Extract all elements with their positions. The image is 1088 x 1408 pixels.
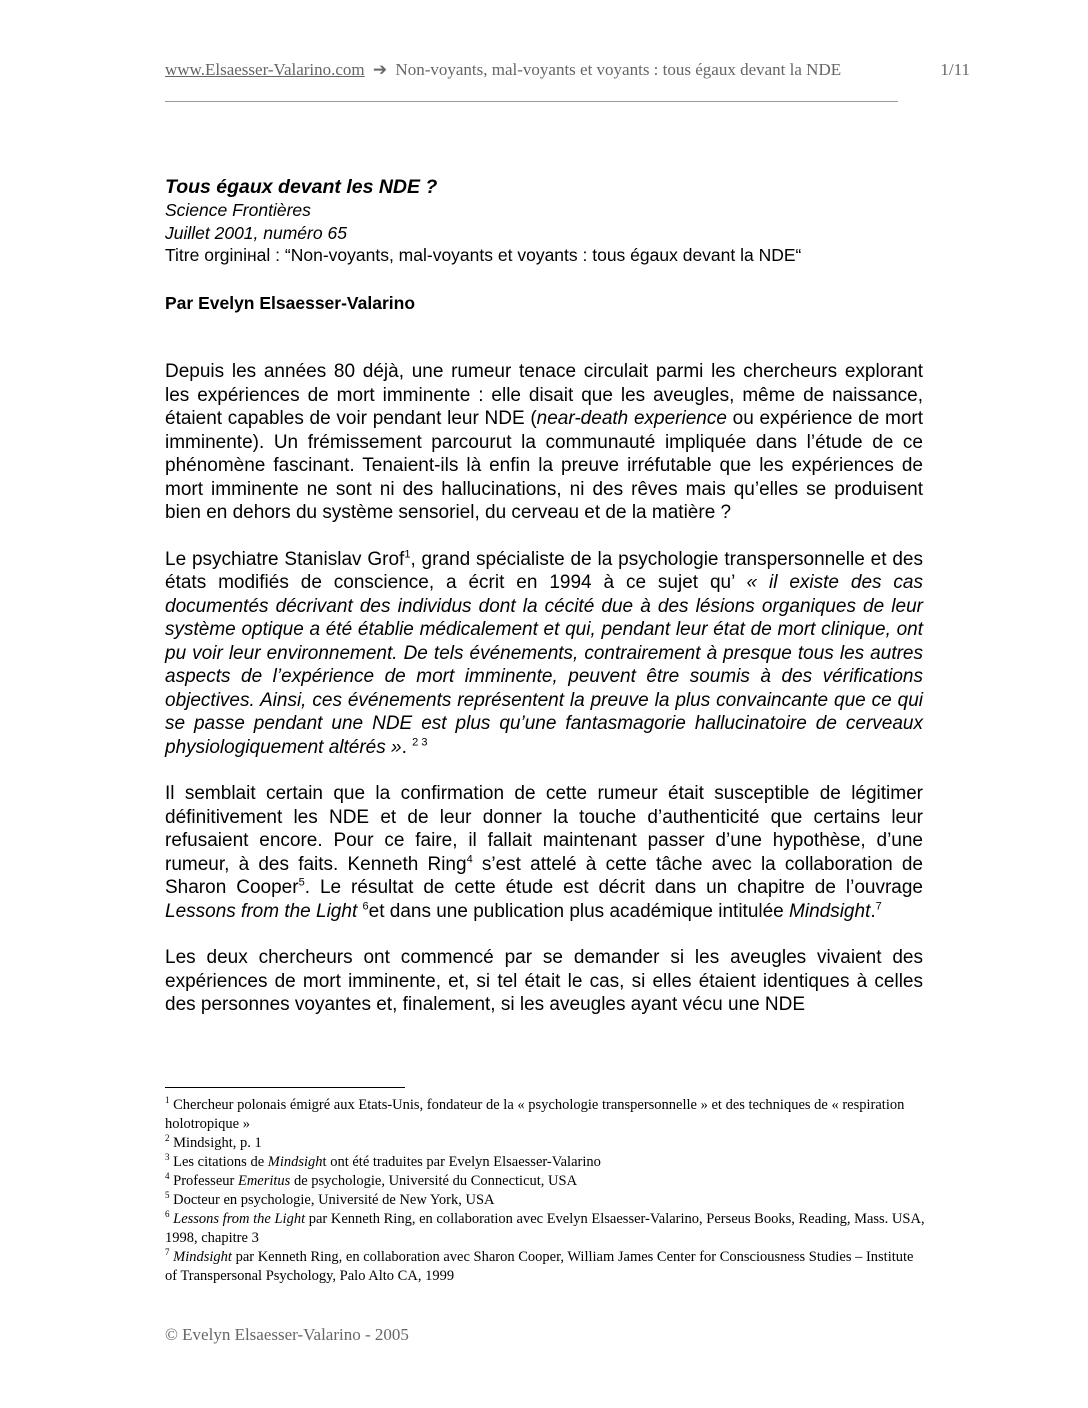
article-title: Tous égaux devant les NDE ?: [165, 176, 438, 198]
article-author: Par Evelyn Elsaesser-Valarino: [165, 293, 416, 313]
footnote-ref[interactable]: 2 3: [412, 736, 428, 749]
footnote-number: 6: [165, 1209, 170, 1220]
footnote-text: Chercheur polonais émigré aux Etats-Unis, fondateur de la « psychologie transpersonnelle » et des techniques de « respiration holotropique »: [165, 1097, 905, 1132]
original-title: Titre orginінal : “Non-voyants, mal-voyants et voyants : tous égaux devant la NDE“: [165, 245, 802, 265]
paragraph-text: Il semblait certain que la confirmation de cette rumeur était susceptible de légitimer définitivement les NDE et de leur donner la touche d’authenticité que certains leur refusaient encore. Pour ce faire, il fallait maintenant passer d’une hypothèse, d’une rumeur, à des faits. Kenneth Ring: [165, 783, 923, 875]
paragraph-1: [165, 360, 923, 525]
footnote-number: 2: [165, 1133, 170, 1144]
footnote-text: Les citations de: [169, 1154, 268, 1170]
article-source: Science Frontières: [165, 200, 311, 220]
site-link[interactable]: www.Elsaesser-Valarino.com: [165, 60, 365, 79]
italic-term: near-death experience: [536, 408, 727, 429]
paragraph-2: [165, 548, 923, 760]
paragraph-text: . Le résultat de cette étude est décrit dans un chapitre de l’ouvrage: [304, 877, 923, 898]
running-header: [165, 60, 970, 84]
footnote-number: 7: [165, 1247, 170, 1258]
footnote-ref[interactable]: 5: [298, 876, 305, 889]
footnote-ref[interactable]: 6: [362, 900, 369, 913]
footnote-italic: Lessons from the Light: [173, 1211, 306, 1227]
footnote-text: de psychologie, Université du Connecticut, USA: [290, 1173, 578, 1189]
grof-quote: « il existe des cas documentés décrivant des individus dont la cécité due à des lésions organiques de leur système optique a été établie médicalement et qui, pendant leur état de mort clinique, ont pu voir leur environnement. De tels événements, contrairement à presque tous les autres aspects de l’expérience de mort imminente, peuvent être soumis à des vérifications objectives. Ainsi, ces événements représentent la preuve la plus convaincante que ce qui se passe pendant une NDE est plus qu’une fantasmagorie hallucinatoire de cerveaux physiologiquement altérés »: [165, 572, 923, 758]
footnote-ref[interactable]: 7: [875, 900, 882, 913]
footnote-7: [165, 1248, 925, 1286]
footnote-ref[interactable]: 4: [466, 853, 473, 866]
paragraph-text: Les deux chercheurs ont commencé par se demander si les aveugles vivaient des expériences de mort imminente, et, si tel était le cas, si elles étaient identiques à celles des personnes voyantes et, finalement, si les aveugles ayant vécu une NDE: [165, 947, 923, 1015]
paragraph-4: [165, 946, 923, 1017]
footnote-number: 4: [165, 1171, 170, 1182]
footnote-ref[interactable]: 1: [404, 548, 411, 561]
paragraph-3: [165, 782, 923, 923]
paragraph-text: .: [401, 736, 413, 758]
book-title: Lessons from the Light: [165, 900, 358, 922]
footnotes: [165, 1096, 925, 1286]
footnote-divider: [165, 1087, 405, 1088]
paragraph-text: et dans une publication plus académique intitulée: [368, 900, 790, 922]
footnote-number: 1: [165, 1095, 170, 1106]
footnote-5: [165, 1191, 925, 1210]
paragraph-text: s’est attelé à cette tâche avec la collaboration de Sharon Cooper: [165, 853, 923, 898]
footnote-text: par Kenneth Ring, en collaboration avec Sharon Cooper, William James Center for Consciousness Studies – Institute of Transpersonal Psychology, Palo Alto CA, 1999: [165, 1249, 914, 1284]
header-topic: Non-voyants, mal-voyants et voyants : tous égaux devant la NDE: [395, 60, 842, 79]
paragraph-text: .: [870, 900, 876, 922]
paragraph-text: Depuis les années 80 déjà, une rumeur tenace circulait parmi les chercheurs explorant les expériences de mort imminente : elle disait que les aveugles, même de naissance, étaient capables de voir pendant leur NDE (: [165, 361, 923, 429]
footnote-text: Docteur en psychologie, Université de New York, USA: [169, 1192, 495, 1208]
footnote-text: t ont été traduites par Evelyn Elsaesser-Valarino: [322, 1154, 601, 1170]
footnote-2: [165, 1134, 925, 1153]
header-divider: [165, 101, 898, 102]
page-number: 1/11: [940, 60, 970, 79]
footnote-4: [165, 1172, 925, 1191]
paragraph-text: ou expérience de mort imminente). Un frémissement parcourut la communauté impliquée dans l’étude de ce phénomène fascinant. Tenaient-ils là enfin la preuve irréfutable que les expériences de mort imminente ne sont ni des hallucinations, ni des rêves mais qu’elles se produisent bien en dehors du système sensoriel, du cerveau et de la matière ?: [165, 408, 923, 523]
arrow-icon: ➔: [372, 60, 388, 79]
footnote-6: [165, 1210, 925, 1248]
copyright-footer: © Evelyn Elsaesser-Valarino - 2005: [165, 1325, 409, 1344]
footnote-3: [165, 1153, 925, 1172]
article-body: [165, 360, 923, 1040]
footnote-text: par Kenneth Ring, en collaboration avec Evelyn Elsaesser-Valarino, Perseus Books, Reading, Mass. USA, 1998, chapitre 3: [165, 1211, 925, 1246]
paragraph-text: , grand spécialiste de la psychologie transpersonnelle et des états modifiés de conscience, a écrit en 1994 à ce sujet qu’: [165, 548, 923, 593]
footnote-1: [165, 1096, 925, 1134]
book-title: Mindsight: [789, 900, 871, 922]
title-block: [165, 175, 925, 267]
footnote-italic: Emeritus: [237, 1173, 291, 1189]
paragraph-text: Le psychiatre Stanislav Grof: [165, 548, 405, 570]
article-issue: Juillet 2001, numéro 65: [165, 222, 347, 243]
footnote-text: Professeur: [169, 1173, 238, 1189]
footnote-text: Mindsight, p. 1: [169, 1135, 262, 1151]
footnote-italic: Mindsigh: [267, 1154, 323, 1170]
footnote-italic: Mindsight: [173, 1249, 232, 1265]
footnote-number: 5: [165, 1190, 170, 1201]
footnote-number: 3: [165, 1152, 170, 1163]
